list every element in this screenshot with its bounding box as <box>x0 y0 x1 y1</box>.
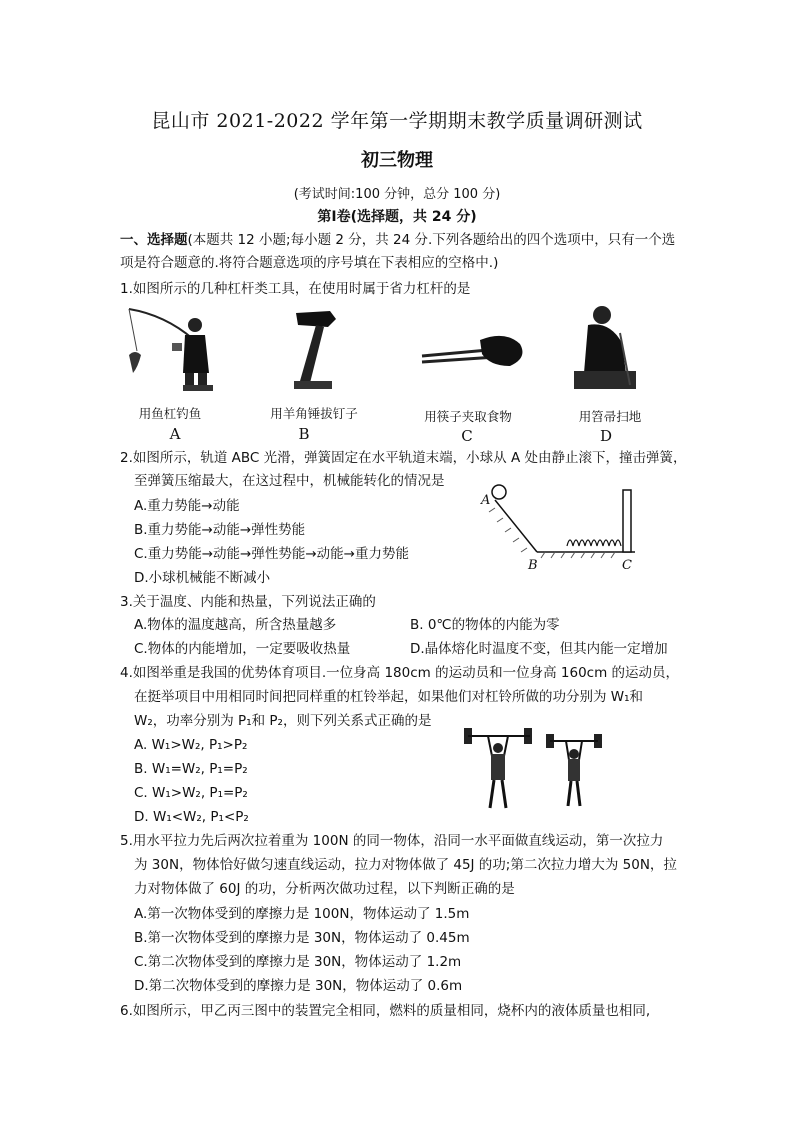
exam-title: 昆山市 2021-2022 学年第一学期期末教学质量调研测试 <box>151 110 643 132</box>
exam-note: (考试时间:100 分钟，总分 100 分) <box>293 187 501 202</box>
q5-stem-2: 为 30N，物体恰好做匀速直线运动，拉力对物体做了 45J 的功;第二次拉力增大为 50N，拉 <box>134 857 677 873</box>
q2-option-d: D.小球机械能不断减小 <box>134 570 271 586</box>
q3-stem: 3.关于温度、内能和热量，下列说法正确的 <box>120 594 376 610</box>
q2-stem-1: 2.如图所示，轨道 ABC 光滑，弹簧固定在水平轨道末端，小球从 A 处由静止滚下，撞击弹簧， <box>120 450 687 466</box>
q2-option-b: B.重力势能→动能→弹性势能 <box>134 522 306 538</box>
q4-option-b: B. W₁=W₂, P₁=P₂ <box>134 761 248 777</box>
q5-stem-1: 5.用水平拉力先后两次拉着重为 100N 的同一物体，沿同一水平面做直线运动，第一次拉力 <box>120 833 664 849</box>
broom-figure <box>570 303 640 393</box>
subject-title: 初三物理 <box>361 150 433 171</box>
q5-option-c: C.第二次物体受到的摩擦力是 30N，物体运动了 1.2m <box>134 954 462 970</box>
q3-option-a: A.物体的温度越高，所含热量越多 <box>134 617 337 633</box>
q3-option-b: B. 0℃的物体的内能为零 <box>410 617 560 633</box>
fishing-rod-figure <box>125 305 220 395</box>
q6-stem: 6.如图所示，甲乙丙三图中的装置完全相同，燃料的质量相同，烧杯内的液体质量也相同, <box>120 1003 651 1019</box>
q1-caption-d: 用笤帚扫地 <box>578 409 642 424</box>
chopsticks-figure <box>420 330 530 380</box>
q1-stem: 1.如图所示的几种杠杆类工具，在使用时属于省力杠杆的是 <box>120 281 471 297</box>
q1-caption-b: 用羊角锤拔钉子 <box>270 406 358 421</box>
section-intro-1: (本题共 12 小题;每小题 2 分，共 24 分.下列各题给出的四个选项中，只有一个选 <box>187 232 676 248</box>
section-heading: 一、选择题 <box>120 232 188 248</box>
track-spring-figure <box>475 482 645 578</box>
q1-letter-c: C <box>461 427 473 445</box>
q3-option-c: C.物体的内能增加，一定要吸收热量 <box>134 641 351 657</box>
claw-hammer-figure <box>290 305 350 390</box>
section-intro-2: 项是符合题意的.将符合题意选项的序号填在下表相应的空格中.) <box>120 255 499 271</box>
q2-option-c: C.重力势能→动能→弹性势能→动能→重力势能 <box>134 546 409 562</box>
q1-letter-a: A <box>169 425 181 443</box>
q4-stem-2: 在挺举项目中用相同时间把同样重的杠铃举起，如果他们对杠铃所做的功分别为 W₁和 <box>134 689 644 705</box>
section-intro-line-1 <box>120 229 675 251</box>
q5-option-b: B.第一次物体受到的摩擦力是 30N，物体运动了 0.45m <box>134 930 470 946</box>
q4-option-a: A. W₁>W₂, P₁>P₂ <box>134 737 248 753</box>
q1-caption-c: 用筷子夹取食物 <box>424 409 512 424</box>
q1-letter-b: B <box>298 425 310 443</box>
q2-label-c: C <box>622 558 632 573</box>
volume-title: 第Ⅰ卷(选择题，共 24 分) <box>317 209 477 225</box>
weightlifters-figure <box>462 718 608 814</box>
q2-label-a: A <box>481 493 491 508</box>
q4-option-c: C. W₁>W₂, P₁=P₂ <box>134 785 248 801</box>
q5-option-a: A.第一次物体受到的摩擦力是 100N，物体运动了 1.5m <box>134 906 470 922</box>
q2-option-a: A.重力势能→动能 <box>134 498 240 514</box>
q2-stem-2: 至弹簧压缩最大，在这过程中，机械能转化的情况是 <box>134 473 445 489</box>
q5-stem-3: 力对物体做了 60J 的功，分析两次做功过程，以下判断正确的是 <box>134 881 515 897</box>
q5-option-d: D.第二次物体受到的摩擦力是 30N，物体运动了 0.6m <box>134 978 463 994</box>
q4-stem-3: W₂，功率分别为 P₁和 P₂，则下列关系式正确的是 <box>134 713 432 729</box>
q1-caption-a: 用鱼杠钓鱼 <box>138 406 202 421</box>
q1-letter-d: D <box>599 427 613 445</box>
q2-label-b: B <box>528 558 538 573</box>
q3-option-d: D.晶体熔化时温度不变，但其内能一定增加 <box>410 641 668 657</box>
q4-option-d: D. W₁<W₂, P₁<P₂ <box>134 809 249 825</box>
q4-stem-1: 4.如图举重是我国的优势体育项目.一位身高 180cm 的运动员和一位身高 160cm 的运动员， <box>120 665 680 681</box>
